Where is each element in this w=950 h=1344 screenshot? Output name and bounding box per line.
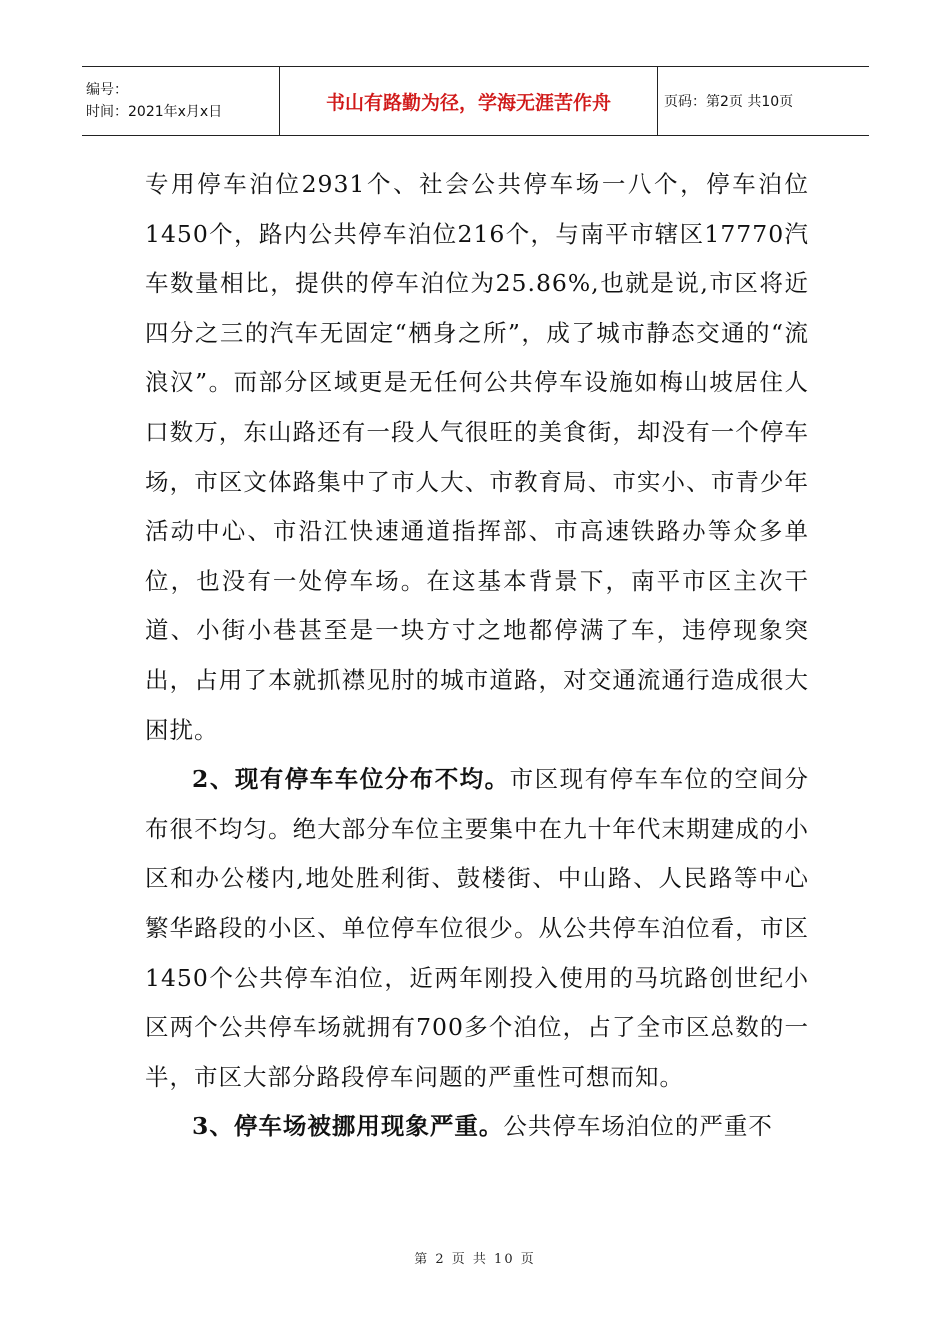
header-motto: 书山有路勤为径，学海无涯苦作舟 — [280, 67, 658, 135]
document-body — [145, 160, 809, 1152]
document-number-label: 编号： — [86, 82, 128, 98]
document-time-label: 时间：2021年x月x日 — [86, 104, 223, 120]
paragraph-2-text: 市区现有停车车位的空间分布很不均匀。绝大部分车位主要集中在九十年代末期建成的小区和办公楼内,地处胜利街、鼓楼街、中山路、人民路等中心繁华路段的小区、单位停车位很少。从公共停车泊位看，市区1450个公共停车泊位，近两年刚投入使用的马坑路创世纪小区两个公共停车场就拥有700多个泊位，占了全市区总数的一半，市区大部分路段停车问题的严重性可想而知。 — [145, 765, 809, 1091]
paragraph-1 — [145, 160, 809, 755]
paragraph-3 — [145, 1102, 809, 1152]
page-header — [82, 66, 869, 136]
paragraph-2-heading: 2、现有停车车位分布不均。 — [192, 765, 510, 794]
page-footer: 第 2 页 共 10 页 — [414, 1252, 536, 1267]
paragraph-2 — [145, 755, 809, 1102]
paragraph-3-heading: 3、停车场被挪用现象严重。 — [192, 1112, 504, 1141]
paragraph-3-text: 公共停车场泊位的严重不 — [503, 1112, 773, 1141]
header-meta — [82, 67, 280, 135]
paragraph-1-text: 专用停车泊位2931个、社会公共停车场一八个，停车泊位1450个，路内公共停车泊位216个，与南平市辖区17770汽车数量相比，提供的停车泊位为25.86%,也就是说,市区将近四分之三的汽车无固定“栖身之所”，成了城市静态交通的“流浪汉”。而部分区域更是无任何公共停车设施如梅山坡居住人口数万，东山路还有一段人气很旺的美食街，却没有一个停车场，市区文体路集中了市人大、市教育局、市实小、市青少年活动中心、市沿江快速通道指挥部、市高速铁路办等众多单位，也没有一处停车场。在这基本背景下，南平市区主次干道、小街小巷甚至是一块方寸之地都停满了车，违停现象突出，占用了本就抓襟见肘的城市道路，对交通流通行造成很大困扰。 — [145, 170, 809, 744]
header-page-info: 页码：第2页 共10页 — [664, 94, 794, 110]
